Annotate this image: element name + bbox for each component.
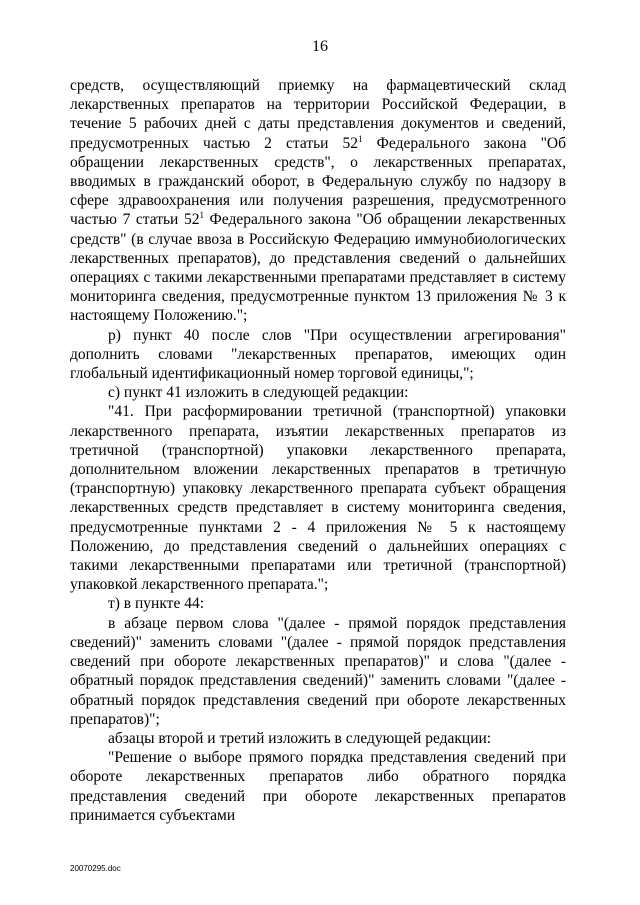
- superscript-index: 1: [199, 210, 204, 221]
- paragraph-text: в абзаце первом слова "(далее - прямой порядок представления сведений)" заменить словами "(далее - прямой порядок представления сведений при обороте лекарственных препаратов)" и слова "(далее - обратный порядок представления сведений)" заменить словами "(далее - обратный порядок представления сведений при обороте лекарственных препаратов)";: [70, 614, 566, 728]
- paragraph-text: абзацы второй и третий изложить в следующей редакции:: [108, 729, 492, 747]
- paragraph-text: "Решение о выборе прямого порядка представления сведений при обороте лекарственных препаратов либо обратного порядка представления сведений при обороте лекарственных препаратов принимается субъектами: [70, 749, 566, 824]
- paragraph-text: т) в пункте 44:: [108, 595, 205, 613]
- body-paragraph: [70, 748, 566, 825]
- body-paragraph: [70, 614, 566, 729]
- paragraph-text: средств, осуществляющий приемку на фармацевтический склад лекарственных препаратов на территории Российской Федерации, в течение 5 рабочих дней с даты представления документов и сведений, предусмотренных частью 2 статьи 52: [70, 77, 566, 152]
- paragraph-text: "41. При расформировании третичной (транспортной) упаковки лекарственного препарата, изъятии лекарственных препаратов из третичной (транспортной) упаковки лекарственного препарата, дополнительном вложении лекарственных препаратов в третичную (транспортную) упаковку лекарственного препарата субъект обращения лекарственных средств представляет в систему мониторинга сведения, предусмотренные пунктами 2 - 4 приложения № 5 к настоящему Положению, до представления сведений о дальнейших операциях с такими лекарственными препаратами или третичной (транспортной) упаковкой лекарственного препарата.";: [70, 403, 566, 594]
- page-number: 16: [312, 38, 328, 55]
- body-paragraph: [70, 383, 566, 402]
- body-paragraph: [70, 76, 566, 326]
- body-paragraph: [70, 594, 566, 613]
- superscript-index: 1: [358, 133, 363, 144]
- document-filename: 20070295.doc: [70, 864, 121, 873]
- body-paragraph: [70, 402, 566, 594]
- paragraph-text: Федерального закона "Об обращении лекарственных средств" (в случае ввоза в Российскую Федерацию иммунобиологических лекарственных препаратов), до представления сведений о дальнейших операциях с такими лекарственными препаратами представляет в систему мониторинга сведения, предусмотренные пунктом 13 приложения № 3 к настоящему Положению.";: [70, 211, 567, 325]
- body-paragraph: [70, 729, 566, 748]
- paragraph-text: с) пункт 41 изложить в следующей редакции:: [108, 384, 409, 402]
- paragraph-text: Федерального закона "Об обращении лекарственных средств", о лекарственных препаратах, вводимых в гражданский оборот, в Федеральную службу по надзору в сфере здравоохранения или получения разрешения, предусмотренного частью 7 статьи 52: [70, 134, 566, 229]
- paragraph-text: р) пункт 40 после слов "При осуществлении агрегирования" дополнить словами "лекарственных препаратов, имеющих один глобальный идентификационный номер торговой единицы,";: [70, 326, 566, 383]
- body-paragraph: [70, 326, 566, 384]
- document-body: [70, 76, 566, 825]
